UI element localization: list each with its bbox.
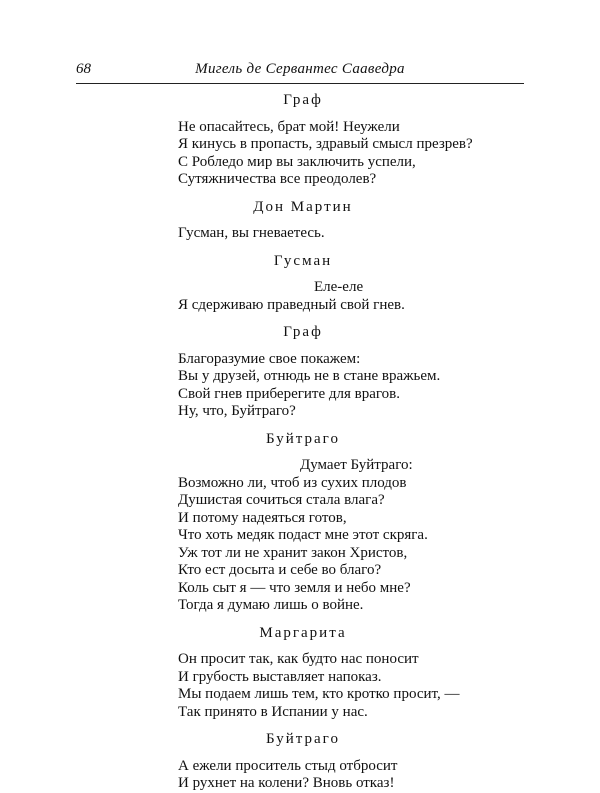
running-header [76, 58, 524, 84]
verse-line: Я сдерживаю праведный свой гнев. [178, 296, 405, 313]
verse-line: И грубость выставляет напоказ. [178, 668, 382, 685]
verse-line: И рухнет на колени? Вновь отказ! [178, 775, 395, 791]
verse-line: Кто ест досыта и себе во благо? [178, 562, 382, 578]
verse-line: Сутяжничества все преодолев? [178, 171, 377, 187]
verse-line: Тогда я думаю лишь о войне. [178, 597, 364, 613]
verse-line: Благоразумие свое покажем: [178, 350, 361, 367]
verse-line: Уж тот ли не хранит закон Христов, [178, 544, 408, 561]
speaker-name: Маргарита [259, 624, 347, 641]
verse-line: И потому надеяться готов, [178, 509, 347, 526]
header-rule [76, 83, 524, 84]
speaker-name: Буйтраго [266, 731, 340, 747]
stage-direction: Еле-еле [314, 279, 364, 295]
stage-direction: Думает Буйтраго: [300, 457, 413, 473]
speaker-name: Гусман [273, 252, 333, 269]
verse-line: Так принято в Испании у нас. [178, 703, 368, 720]
speaker-name: Граф [283, 92, 323, 108]
page-number: 68 [76, 61, 91, 77]
speaker-name: Дон Мартин [253, 198, 353, 215]
verse-line: А ежели проситель стыд отбросит [178, 757, 398, 774]
speaker-name: Граф [283, 324, 323, 340]
verse-line: Свой гнев приберегите для врагов. [178, 385, 400, 402]
verse-line: Душистая сочиться стала влага? [178, 492, 385, 508]
verse-line: Я кинусь в пропасть, здравый смысл презрев? [178, 136, 473, 152]
verse-line: Вы у друзей, отнюдь не в стане вражьем. [178, 368, 441, 384]
verse-line: Коль сыт я — что земля и небо мне? [178, 579, 411, 596]
play-text [178, 92, 478, 793]
verse-line: Гусман, вы гневаетесь. [178, 225, 325, 241]
verse-line: Мы подаем лишь тем, кто кротко просит, — [178, 686, 460, 702]
verse-line: С Робледо мир вы заключить успели, [178, 153, 416, 170]
verse-line: Он просит так, как будто нас поносит [178, 651, 419, 667]
verse-line: Возможно ли, чтоб из сухих плодов [178, 474, 407, 491]
speaker-name: Буйтраго [266, 430, 340, 447]
verse-line: Что хоть медяк подаст мне этот скряга. [178, 527, 428, 543]
verse-line: Не опасайтесь, брат мой! Неужели [178, 118, 400, 135]
running-title: Мигель де Сервантес Сааведра [195, 61, 405, 77]
verse-line: Ну, что, Буйтраго? [178, 403, 296, 419]
